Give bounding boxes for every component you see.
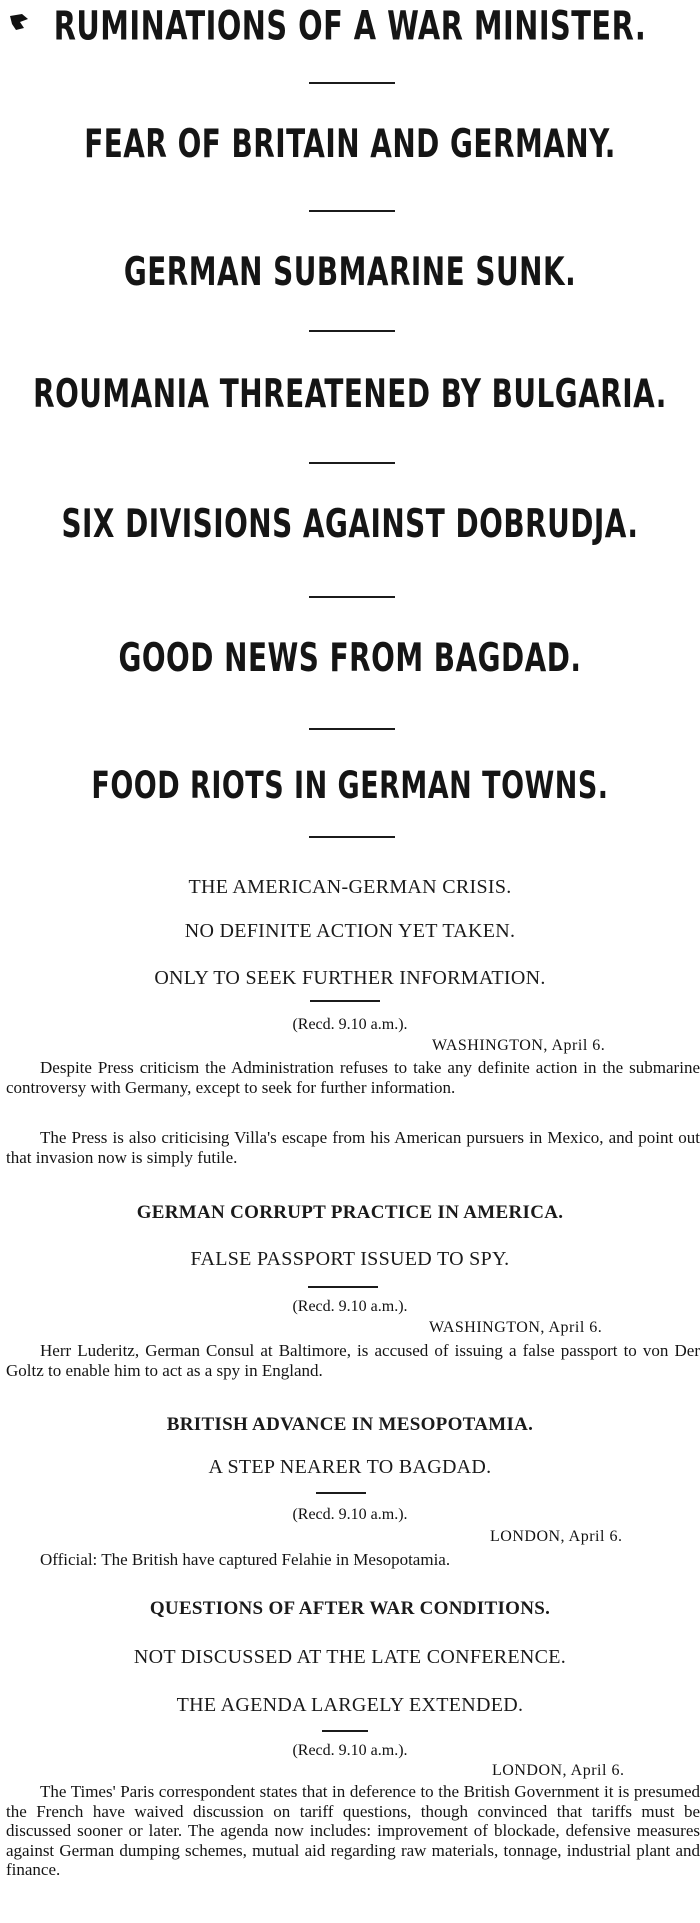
headline-rule (309, 330, 395, 332)
headline-roumania-threatened: ROUMANIA THREATENED BY BULGARIA. (33, 372, 667, 417)
article-paragraph: The Times' Paris correspondent states that in deference to the British Government it is presumed the French have waived discussion on tariff questions, though convinced that tariffs must be discussed sooner or later. The agenda now includes: improvement of blockade, defensive measures against German dumping schemes, mutual aid regarding raw materials, tonnage, industrial plant and finance. (6, 1782, 700, 1879)
dateline: LONDON, April 6. (490, 1528, 623, 1545)
received-time: (Recd. 9.10 a.m.). (292, 1506, 408, 1523)
headline-rule (309, 596, 395, 598)
article-rule (316, 1492, 366, 1494)
article-subhead: THE AGENDA LARGELY EXTENDED. (176, 1694, 524, 1716)
headline-six-divisions: SIX DIVISIONS AGAINST DOBRUDJA. (61, 502, 639, 547)
dateline: LONDON, April 6. (492, 1762, 625, 1779)
received-time: (Recd. 9.10 a.m.). (292, 1298, 408, 1315)
article-subhead: NOT DISCUSSED AT THE LATE CONFERENCE. (133, 1646, 567, 1668)
article-rule (310, 1000, 380, 1002)
headline-submarine-sunk: GERMAN SUBMARINE SUNK. (123, 250, 577, 295)
article-rule (308, 1286, 378, 1288)
headline-rule (309, 836, 395, 838)
headline-food-riots: FOOD RIOTS IN GERMAN TOWNS. (91, 764, 609, 808)
article-paragraph: Herr Luderitz, German Consul at Baltimore, is accused of issuing a false passport to von Der Goltz to enable him to act as a spy in England. (6, 1341, 700, 1380)
headline-ruminations: RUMINATIONS OF A WAR MINISTER. (53, 2, 647, 50)
article-rule (322, 1730, 368, 1732)
dateline: WASHINGTON, April 6. (432, 1037, 606, 1054)
article-head: BRITISH ADVANCE IN MESOPOTAMIA. (166, 1414, 534, 1435)
headline-rule (309, 728, 395, 730)
article-subhead: FALSE PASSPORT ISSUED TO SPY. (190, 1248, 510, 1270)
article-subhead: ONLY TO SEEK FURTHER INFORMATION. (154, 967, 546, 989)
article-head: GERMAN CORRUPT PRACTICE IN AMERICA. (136, 1202, 564, 1223)
article-head: THE AMERICAN-GERMAN CRISIS. (188, 876, 512, 898)
article-subhead: A STEP NEARER TO BAGDAD. (208, 1456, 492, 1478)
dateline: WASHINGTON, April 6. (429, 1319, 603, 1336)
headline-rule (309, 462, 395, 464)
headline-fear-britain-germany: FEAR OF BRITAIN AND GERMANY. (84, 122, 616, 167)
article-subhead: NO DEFINITE ACTION YET TAKEN. (184, 920, 516, 942)
article-paragraph: Official: The British have captured Felahie in Mesopotamia. (40, 1550, 451, 1569)
received-time: (Recd. 9.10 a.m.). (292, 1742, 408, 1759)
headline-good-news-bagdad: GOOD NEWS FROM BAGDAD. (118, 636, 582, 681)
headline-rule (309, 210, 395, 212)
article-paragraph: Despite Press criticism the Administration refuses to take any definite action in the submarine controversy with Germany, except to seek for further information. (6, 1058, 700, 1097)
headline-rule (309, 82, 395, 84)
article-paragraph: The Press is also criticising Villa's escape from his American pursuers in Mexico, and point out that invasion now is simply futile. (6, 1128, 700, 1167)
received-time: (Recd. 9.10 a.m.). (292, 1016, 408, 1033)
article-head: QUESTIONS OF AFTER WAR CONDITIONS. (149, 1598, 551, 1619)
